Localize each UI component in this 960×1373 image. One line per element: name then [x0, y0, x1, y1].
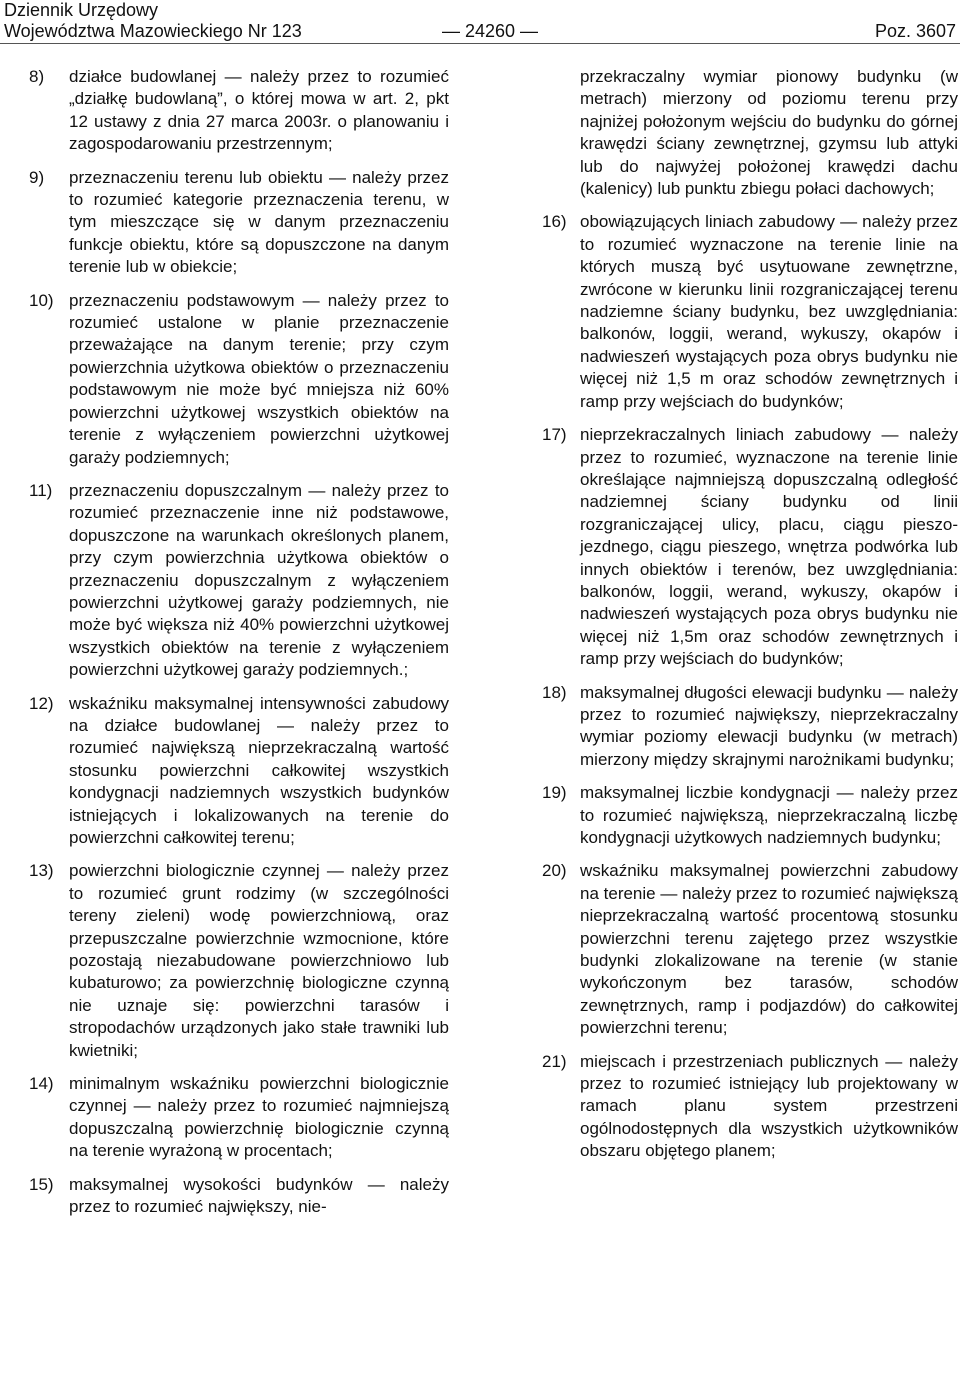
- definition-number: 11): [29, 480, 53, 500]
- definition-item-19: [542, 782, 958, 849]
- journal-title: Dziennik Urzędowy: [4, 0, 159, 20]
- definition-item-16: [542, 211, 958, 413]
- definition-text: nieprzekraczalnych liniach zabudowy — należy przez to rozumieć, wyznaczone na terenie linie określające najmniejszą dopuszczalną odległość nadziemnej ściany budynku od linii rozgraniczającej ulicy, placu, ciągu pieszo-jezdnego, ciągu pieszego, wnętrza podwórka lub innych obiektów i terenów, bez uwzględniania: balkonów, loggii, werand, wykuszy, okapów i nadwieszeń wystających poza obrys budynku nie więcej niż 1,5m oraz schodów zewnętrznych i ramp przy wejściach do budynków;: [580, 425, 958, 669]
- definition-item-11: [29, 480, 449, 682]
- definition-item-18: [542, 682, 958, 772]
- definition-item-20: [542, 860, 958, 1039]
- definition-number: 13): [29, 861, 54, 881]
- definition-text: maksymalnej długości elewacji budynku — należy przez to rozumieć największy, nieprzekraczalny wymiar poziomy elewacji budynku (w metrach) mierzony między skrajnymi narożnikami budynku;: [580, 682, 958, 769]
- definition-number: 16): [542, 212, 567, 232]
- definition-number: 21): [542, 1051, 567, 1071]
- left-column: [29, 66, 449, 1230]
- definition-text: maksymalnej liczbie kondygnacji — należy przez to rozumieć największą, nieprzekraczalną liczbę kondygnacji użytkowych nadziemnych budynku;: [580, 783, 958, 847]
- definition-text: przeznaczeniu dopuszczalnym — należy przez to rozumieć przeznaczenie inne niż podstawowe, dopuszczone na warunkach określonych planem, przy czym powierzchnia użytkowa obiektów o przeznaczeniu dopuszczalnym z wyłączeniem powierzchni użytkowej garaży podziemnych, nie może być większa niż 40% powierzchni użytkowej wszystkich obiektów na terenie z wyłączeniem powierzchni użytkowej garaży podziemnych.;: [69, 480, 449, 680]
- definition-number: 19): [542, 783, 567, 803]
- position-number: Poz. 3607: [874, 21, 956, 41]
- right-column: [542, 66, 958, 1174]
- journal-issue: Województwa Mazowieckiego Nr 123: [4, 21, 302, 41]
- definition-number: 10): [29, 290, 54, 310]
- definition-number: 17): [542, 425, 567, 445]
- definition-text: minimalnym wskaźniku powierzchni biologicznie czynnej — należy przez to rozumieć najmniejszą dopuszczalną powierzchnię biologicznie czynną na terenie wyrażoną w procentach;: [69, 1074, 449, 1161]
- header-divider: [0, 43, 960, 44]
- definition-item-10: [29, 290, 449, 469]
- definition-text: maksymalnej wysokości budynków — należy przez to rozumieć największy, nie-: [69, 1174, 449, 1217]
- definition-text: miejscach i przestrzeniach publicznych — należy przez to rozumieć istniejący lub projektowany w ramach planu system przestrzeni ogólnodostępnych dla wszystkich użytkowników obszaru objętego planem;: [580, 1051, 958, 1161]
- definition-number: 12): [29, 693, 54, 713]
- definition-item-21: [542, 1051, 958, 1163]
- definition-text: obowiązujących liniach zabudowy — należy przez to rozumieć wyznaczone na terenie linie na których muszą być usytuowane zewnętrzne, zwrócone w kierunku linii rozgraniczającej terenu nadziemne ściany budynku, bez uwzględniania: balkonów, loggii, werand, wykuszy, okapów i nadwieszeń wystających poza obrys budynku nie więcej niż 1,5 m oraz schodów zewnętrznych i ramp przy wejściach do budynków;: [580, 212, 958, 411]
- definition-text: wskaźniku maksymalnej powierzchni zabudowy na terenie — należy przez to rozumieć największą nieprzekraczalną wartość procentową stosunku powierzchni terenu zajętego przez wszystkie budynki zlokalizowane na terenie (w stanie wykończonym bez tarasów, schodów zewnętrznych, ramp i podjazdów) do całkowitej powierzchni terenu;: [580, 861, 958, 1038]
- definition-text: działce budowlanej — należy przez to rozumieć „działkę budowlaną”, o której mowa w art. 2, pkt 12 ustawy z dnia 27 marca 2003r. o planowaniu i zagospodarowaniu przestrzennym;: [69, 67, 449, 154]
- definition-item-9: [29, 167, 449, 279]
- definition-item-14: [29, 1073, 449, 1163]
- page-number: — 24260 —: [442, 21, 539, 41]
- definition-number: 18): [542, 682, 567, 702]
- definition-item-17: [542, 424, 958, 670]
- definition-number: 8): [29, 67, 45, 86]
- definition-text: wskaźniku maksymalnej intensywności zabudowy na działce budowlanej — należy przez to rozumieć największą nieprzekraczalną wartość stosunku powierzchni całkowitej wszystkich kondygnacji nadziemnych wszystkich budynków istniejących i lokalizowanych na terenie do powierzchni całkowitej terenu;: [69, 693, 449, 847]
- definition-number: 20): [542, 861, 567, 881]
- definition-item-15: [29, 1174, 449, 1219]
- definition-text: przeznaczeniu terenu lub obiektu — należy przez to rozumieć kategorie przeznaczenia terenu, w tym mieszczące się w danym przeznaczeniu funkcje obiektu, które są dopuszczone na danym terenie lub w obiekcie;: [69, 167, 449, 277]
- definition-number: 9): [29, 167, 45, 187]
- definition-text: przeznaczeniu podstawowym — należy przez to rozumieć ustalone w planie przeznaczenie przeważające na danym terenie; przy czym powierzchnia użytkowa obiektów o przeznaczeniu podstawowym nie może być mniejsza niż 60% powierzchni użytkowej wszystkich obiektów na terenie z wyłączeniem powierzchni użytkowej garaży podziemnych;: [69, 290, 449, 467]
- definition-continuation: [542, 66, 958, 200]
- definition-text: przekraczalny wymiar pionowy budynku (w metrach) mierzony od poziomu terenu przy najniżej położonym wejściu do budynku do górnej krawędzi ściany zewnętrznej, gzymsu lub attyki lub do najwyżej położonej krawędzi dachu (kalenicy) lub punktu zbiegu połaci dachowych;: [580, 67, 958, 199]
- page-header: [0, 0, 960, 44]
- definition-text: powierzchni biologicznie czynnej — należy przez to rozumieć grunt rodzimy (w szczególności tereny zieleni) wodę powierzchniową, oraz przepuszczalne powierzchnie wzmocnione, które pozostają niezabudowane powierzchniowo lub kubaturowo; za powierzchnię biologiczne czynną nie uznaje się: powierzchni tarasów i stropodachów urządzonych jako stałe trawniki lub kwietniki;: [69, 861, 449, 1060]
- definition-number: 15): [29, 1174, 54, 1194]
- definition-item-8: [29, 66, 449, 156]
- definition-number: 14): [29, 1074, 54, 1094]
- definition-item-12: [29, 693, 449, 850]
- definition-item-13: [29, 860, 449, 1062]
